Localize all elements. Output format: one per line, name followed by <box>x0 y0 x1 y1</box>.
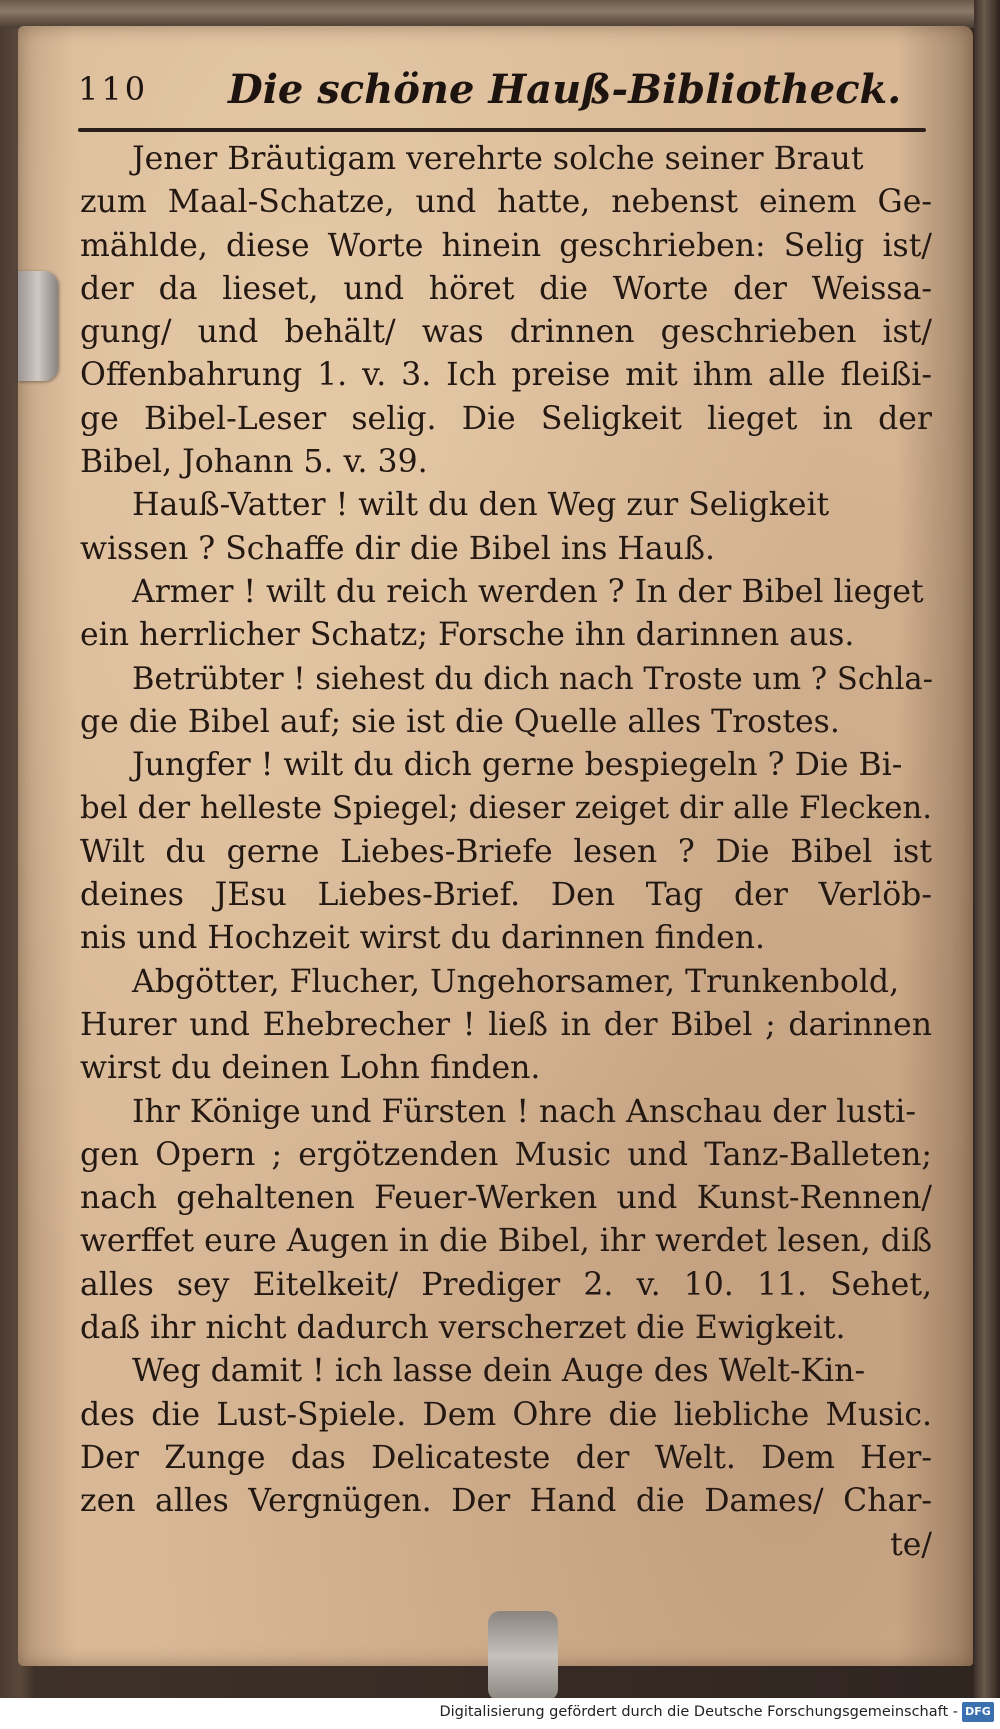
text-line: Wilt du gerne Liebes-Briefe lesen ? Die Bibel ist <box>80 833 932 870</box>
text-line: des die Lust-Spiele. Dem Ohre die liebliche Music. <box>80 1396 932 1433</box>
text-line: ge die Bibel auf; sie ist die Quelle alles Trostes. <box>80 703 840 740</box>
page-header <box>78 52 923 122</box>
text-line: wissen ? Schaffe dir die Bibel ins Hauß. <box>80 530 715 567</box>
text-line: Jener Bräutigam verehrte solche seiner Braut <box>132 141 864 177</box>
page-clip <box>18 271 58 381</box>
page-number: 110 <box>78 70 149 108</box>
text-line: Bibel, Johann 5. v. 39. <box>80 444 428 481</box>
text-line: Armer ! wilt du reich werden ? In der Bibel lieget <box>132 573 924 610</box>
running-title: Die schöne Hauß-Bibliotheck. <box>228 66 902 113</box>
text-line: nis und Hochzeit wirst du darinnen finden. <box>80 920 766 957</box>
dfg-logo: DFG <box>962 1702 994 1722</box>
header-rule <box>78 128 926 132</box>
text-line: daß ihr nicht dadurch verscherzet die Ewigkeit. <box>80 1310 846 1347</box>
text-line: Der Zunge das Delicateste der Welt. Dem Her- <box>80 1439 932 1476</box>
text-line: Offenbahrung 1. v. 3. Ich preise mit ihm alle fleißi- <box>80 357 932 394</box>
text-line: wirst du deinen Lohn finden. <box>80 1050 541 1087</box>
text-line: zen alles Vergnügen. Der Hand die Dames/ Char- <box>80 1483 932 1520</box>
text-line: Ihr Könige und Fürsten ! nach Anschau der lusti- <box>132 1093 917 1130</box>
book-side-edge <box>974 0 1000 1729</box>
text-line: Jungfer ! wilt du dich gerne bespiegeln ? Die Bi- <box>132 747 903 784</box>
book-top-edge <box>0 0 1000 28</box>
text-line: gung/ und behält/ was drinnen geschrieben ist/ <box>80 314 932 351</box>
text-line: werffet eure Augen in die Bibel, ihr werdet lesen, diß <box>80 1223 932 1260</box>
page-holder-tab <box>488 1611 558 1701</box>
text-line: gen Opern ; ergötzenden Music und Tanz-Balleten; <box>80 1136 932 1173</box>
text-line: Hauß-Vatter ! wilt du den Weg zur Seligkeit <box>132 487 830 524</box>
text-line: ein herrlicher Schatz; Forsche ihn darinnen aus. <box>80 617 855 654</box>
text-line: der da lieset, und höret die Worte der Weissa- <box>80 270 932 307</box>
digitization-credit: Digitalisierung gefördert durch die Deutsche Forschungsgemeinschaft - <box>439 1704 958 1720</box>
text-line: alles sey Eitelkeit/ Prediger 2. v. 10. 11. Sehet, <box>80 1266 932 1303</box>
text-line: bel der helleste Spiegel; dieser zeiget dir alle Flecken. <box>80 790 932 827</box>
text-line: Weg damit ! ich lasse dein Auge des Welt-Kin- <box>132 1353 866 1390</box>
text-line: mählde, diese Worte hinein geschrieben: Selig ist/ <box>80 227 932 264</box>
text-line: Betrübter ! siehest du dich nach Troste um ? Schla- <box>132 661 933 697</box>
text-line: Hurer und Ehebrecher ! ließ in der Bibel ; darinnen <box>80 1006 932 1043</box>
text-line: deines JEsu Liebes-Brief. Den Tag der Verlöb- <box>80 877 932 914</box>
text-line: Abgötter, Flucher, Ungehorsamer, Trunkenbold, <box>132 963 900 1000</box>
text-line: nach gehaltenen Feuer-Werken und Kunst-Rennen/ <box>80 1180 932 1217</box>
text-line: te/ <box>890 1526 932 1563</box>
text-line: zum Maal-Schatze, und hatte, nebenst einem Ge- <box>80 184 932 221</box>
text-line: ge Bibel-Leser selig. Die Seligkeit lieget in der <box>80 400 932 437</box>
body-text <box>80 138 932 1567</box>
